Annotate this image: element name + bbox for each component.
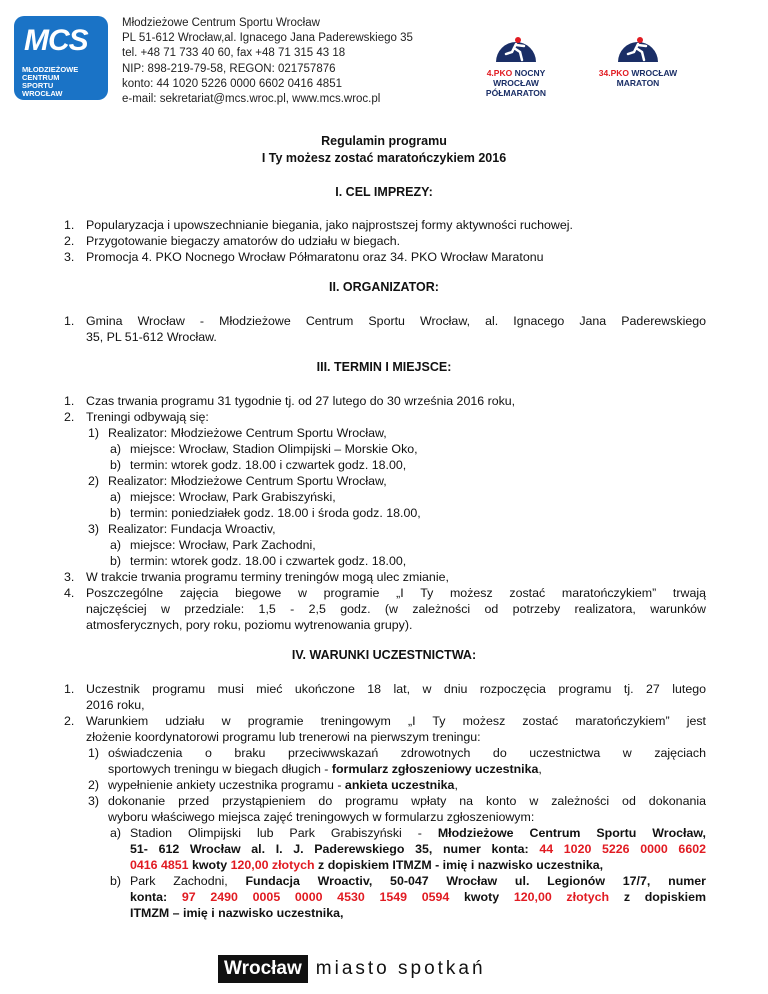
sub-letter: b) <box>110 458 122 472</box>
sub-letter: a) <box>110 442 122 456</box>
sub-item: wypełnienie ankiety uczestnika programu - ankieta uczestnika, <box>108 778 458 792</box>
footer-brand: Wrocław <box>218 955 308 983</box>
sub-letter: b) <box>110 554 122 568</box>
sub-letter: b) <box>110 506 122 520</box>
list-item: Treningi odbywają się: <box>86 410 209 424</box>
list-item: Uczestnik programu musi mieć ukończone 18 lat, w dniu rozpoczęcia programu tj. 27 lutego <box>86 682 706 696</box>
sub-letter: a) <box>110 538 122 552</box>
sub-number: 1) <box>88 426 100 440</box>
runner-icon <box>614 30 662 64</box>
list-number: 3. <box>64 570 75 584</box>
list-number: 1. <box>64 682 75 696</box>
payment-option-stadium: Stadion Olimpijski lub Park Grabiszyński - Młodzieżowe Centrum Sportu Wrocław, <box>130 826 706 840</box>
sub-number: 3) <box>88 522 100 536</box>
list-number: 1. <box>64 218 75 232</box>
list-number: 2. <box>64 234 75 248</box>
list-item-cont: najczęściej w przedziale: 1,5 - 2,5 godz. (w zależności od potrzeby realizatora, warunków <box>86 602 706 616</box>
list-number: 2. <box>64 410 75 424</box>
list-item-cont: 35, PL 51-612 Wrocław. <box>86 330 217 344</box>
footer-wroclaw-brand <box>218 955 494 983</box>
logo-lines: MŁODZIEŻOWE CENTRUM SPORTU WROCŁAW <box>22 65 79 98</box>
payment-account-mcs: 51- 612 Wrocław al. I. J. Paderewskiego 35, numer konta: 44 1020 5226 0000 6602 <box>130 842 707 856</box>
sub-number: 3) <box>88 794 100 808</box>
sub-letter: a) <box>110 490 122 504</box>
sub-item: dokonanie przed przystąpieniem do programu wpłaty na konto w zależności od dokonania <box>108 794 706 808</box>
org-nip: NIP: 898-219-79-58, REGON: 021757876 <box>122 62 336 75</box>
sub-letter: a) <box>110 826 122 840</box>
org-name: Młodzieżowe Centrum Sportu Wrocław <box>122 17 320 29</box>
document-title: Regulamin programu <box>321 134 447 148</box>
section-heading-termin: III. TERMIN I MIEJSCE: <box>316 360 452 374</box>
document-subtitle: I Ty możesz zostać maratończykiem 2016 <box>261 151 507 165</box>
sub-item: Realizator: Młodzieżowe Centrum Sportu Wrocław, <box>108 426 387 440</box>
list-number: 3. <box>64 250 75 264</box>
sub-number: 2) <box>88 474 100 488</box>
list-item-cont: złożenie koordynatorowi programu lub trenerowi na pierwszym treningu: <box>86 730 481 744</box>
section-heading-warunki: IV. WARUNKI UCZESTNICTWA: <box>291 648 477 662</box>
list-item: Poszczególne zajęcia biegowe w programie „I Ty możesz zostać maratończykiem” trwają <box>86 586 706 600</box>
list-number: 1. <box>64 314 75 328</box>
sub-sub-item: termin: poniedziałek godz. 18.00 i środa godz. 18.00, <box>130 506 421 520</box>
org-phone: tel. +48 71 733 40 60, fax +48 71 315 43 18 <box>122 47 346 60</box>
sub-sub-item: miejsce: Wrocław, Stadion Olimpijski – Morskie Oko, <box>130 442 418 456</box>
payment-details-wroactiv: ITMZM – imię i nazwisko uczestnika, <box>130 906 344 920</box>
org-address: PL 51-612 Wrocław,al. Ignacego Jana Paderewskiego 35 <box>122 32 413 45</box>
section-heading-cel: I. CEL IMPREZY: <box>335 185 433 199</box>
list-number: 1. <box>64 394 75 408</box>
sub-sub-item: miejsce: Wrocław, Park Zachodni, <box>130 538 316 552</box>
marathon-logo: 34.PKO WROCŁAW MARATON <box>598 30 678 88</box>
list-item: Gmina Wrocław - Młodzieżowe Centrum Sportu Wrocław, al. Ignacego Jana Paderewskiego <box>86 314 706 328</box>
list-item: W trakcie trwania programu terminy treningów mogą ulec zmianie, <box>86 570 449 584</box>
payment-details-mcs: 0416 4851 kwoty 120,00 złotych z dopiskiem ITMZM - imię i nazwisko uczestnika, <box>130 858 604 872</box>
section-heading-organizator: II. ORGANIZATOR: <box>329 280 439 294</box>
sub-number: 1) <box>88 746 100 760</box>
organization-info <box>122 16 413 107</box>
runner-icon <box>492 30 540 64</box>
list-number: 2. <box>64 714 75 728</box>
list-number: 4. <box>64 586 75 600</box>
sub-sub-item: termin: wtorek godz. 18.00 i czwartek godz. 18.00, <box>130 554 407 568</box>
sub-sub-item: termin: wtorek godz. 18.00 i czwartek godz. 18.00, <box>130 458 407 472</box>
footer-tagline: miasto spotkań <box>315 958 486 979</box>
org-account: konto: 44 1020 5226 0000 6602 0416 4851 <box>122 77 342 90</box>
sub-letter: b) <box>110 874 122 888</box>
sub-item-cont: sportowych treningu w biegach długich - formularz zgłoszeniowy uczestnika, <box>108 762 542 776</box>
sub-item-cont: wyboru właściwego miejsca zajęć treningowych w formularzu zgłoszeniowym: <box>108 810 535 824</box>
payment-account-wroactiv: konta: 97 2490 0005 0000 4530 1549 0594 kwoty 120,00 złotych z dopiskiem <box>130 890 707 904</box>
list-item-cont: 2016 roku, <box>86 698 145 712</box>
sub-item: Realizator: Fundacja Wroactiv, <box>108 522 276 536</box>
list-item-cont: atmosferycznych, pory roku, poziomu wytrenowania grupy). <box>86 618 413 632</box>
list-item: Warunkiem udziału w programie treningowym „I Ty możesz zostać maratończykiem” jest <box>86 714 706 728</box>
list-item: Popularyzacja i upowszechnianie biegania, jako najprostszej formy aktywności ruchowej. <box>86 218 573 232</box>
logo-text: MCS <box>24 24 88 57</box>
sub-sub-item: miejsce: Wrocław, Park Grabiszyński, <box>130 490 336 504</box>
org-email: e-mail: sekretariat@mcs.wroc.pl, www.mcs.wroc.pl <box>122 93 381 106</box>
sub-item: Realizator: Młodzieżowe Centrum Sportu Wrocław, <box>108 474 387 488</box>
list-item: Czas trwania programu 31 tygodnie tj. od 27 lutego do 30 września 2016 roku, <box>86 394 516 408</box>
payment-option-park: Park Zachodni, Fundacja Wroactiv, 50-047 Wrocław ul. Legionów 17/7, numer <box>130 874 706 888</box>
sub-number: 2) <box>88 778 100 792</box>
list-item: Promocja 4. PKO Nocnego Wrocław Półmaratonu oraz 34. PKO Wrocław Maratonu <box>86 250 544 264</box>
list-item: Przygotowanie biegaczy amatorów do udziału w biegach. <box>86 234 401 248</box>
halfmarathon-logo: 4.PKO NOCNY WROCŁAW PÓŁMARATON <box>466 30 566 98</box>
sub-item: oświadczenia o braku przeciwwskazań zdrowotnych do uczestnictwa w zajęciach <box>108 746 706 760</box>
mcs-logo <box>14 16 108 100</box>
